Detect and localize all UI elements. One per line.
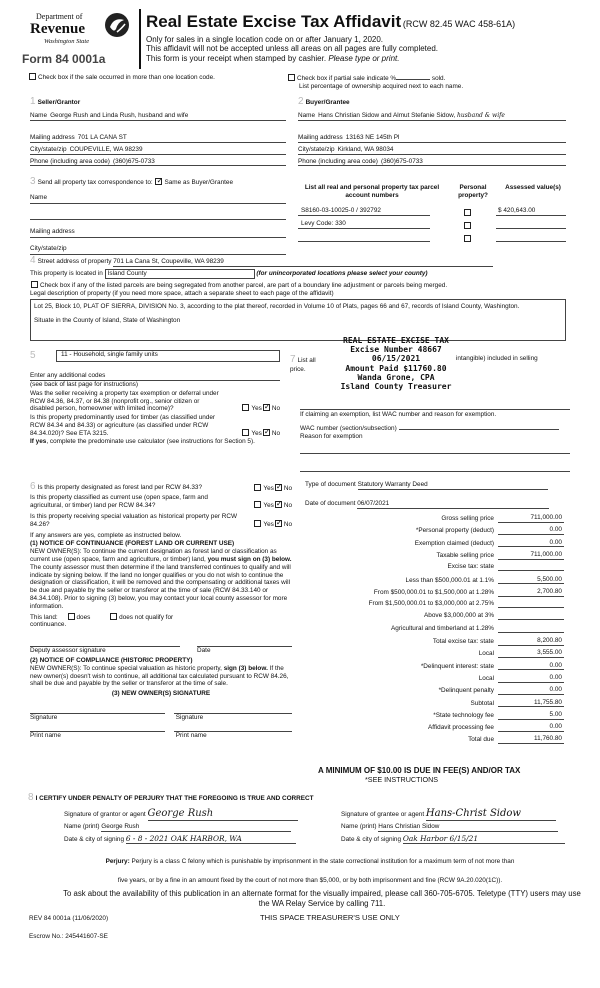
buyer-phone-field[interactable]: (360)675-0733 <box>380 157 423 165</box>
tax-row <box>336 551 564 560</box>
parcel-table <box>298 184 566 200</box>
stamp-line-1: REAL ESTATE EXCISE TAX <box>343 336 449 345</box>
legal-desc-text-1: Lot 25, Block 10, PLAT OF SIERRA, DIVISION No. 3, according to the plat thereof, recorded in Volume 10 of Plats, pages 66 and 67, records of Island County, Washington. <box>34 302 520 310</box>
n2-text-c: If the new owner(s) doesn't wish to continue, all additional tax calculated pursuant to RCW 84.26, shall be due and payable by the seller or transferor at the time of sale. <box>30 664 289 688</box>
assessed-value-field[interactable] <box>496 233 566 242</box>
parcel-row <box>298 220 566 229</box>
notice-compliance-title: (2) NOTICE OF COMPLIANCE (HISTORIC PROPERTY) <box>30 657 193 664</box>
tax-row-value[interactable]: 711,000.00 <box>498 514 564 523</box>
partial-sale-checkbox[interactable] <box>288 74 295 81</box>
multi-location-row <box>28 73 215 82</box>
form-number: Form 84 0001a <box>22 52 106 66</box>
stamp-line-3: 06/15/2021 <box>371 354 421 364</box>
assessed-value-field[interactable]: $ 420,643.00 <box>496 207 566 216</box>
notice-continuance-title: (1) NOTICE OF CONTINUANCE (FOREST LAND OR CURRENT USE) <box>30 540 235 548</box>
grantee-sig-label: Signature of grantee or agent <box>341 811 425 818</box>
located-label: This property is located in <box>30 270 103 278</box>
seller-city-field[interactable]: COUPEVILLE, WA 98239 <box>69 145 143 153</box>
sec6-q1-no-checkbox[interactable] <box>275 484 282 491</box>
tax-row-label: Above $3,000,000 at 3% <box>424 612 494 620</box>
header-block <box>146 12 586 64</box>
accessibility-note: To ask about the availability of this publication in an alternate format for the visually impaired, please call 360-705-6705. Teletype (TTY) users may use the WA Relay Service by calling 711. <box>63 889 581 908</box>
segregated-checkbox[interactable] <box>31 281 38 288</box>
doc-type-field[interactable]: Statutory Warranty Deed <box>358 481 548 490</box>
located-note: (for unincorporated locations please select your county) <box>256 270 428 278</box>
grantor-date-field[interactable]: 6 - 8 - 2021 OAK HARBOR, WA <box>126 834 296 844</box>
grantee-signature[interactable]: Hans-Christ Sidow <box>426 808 556 821</box>
perjury-line2: five years, or by a fine in an amount fixed by the court of not more than $5,000, or by both imprisonment and fine (RCW 9A.20.020(1C)). <box>117 877 503 884</box>
header-divider <box>139 9 141 69</box>
tax-row-value[interactable]: 0.00 <box>498 662 564 671</box>
n1-text-c: The county assessor must then determine if the land transferred continues to qualify and will indicate by signing below. If the land no longer qualifies or you do not wish to continue the designation or classification, it will be removed and the compensating or additional taxes will be due and payable by the seller or transferor at the time of sale (RCW 84.33.140 or 84.34.108). Prior to signing (3) below, you may contact your local county assessor for more information. <box>30 563 291 610</box>
grantee-date-label: Date & city of signing <box>341 836 402 843</box>
buyer-name-handwritten: husband & wife <box>456 112 505 120</box>
section-5 <box>30 350 280 446</box>
tax-row-value[interactable]: 711,000.00 <box>498 551 564 560</box>
tax-row <box>336 649 564 658</box>
parcel-number-field[interactable]: S8160-03-10025-0 / 392792 <box>298 207 430 216</box>
legal-desc-box[interactable] <box>30 299 566 341</box>
street-section <box>30 255 570 341</box>
grantee-print-label: Name (print) <box>341 823 377 830</box>
does-checkbox[interactable] <box>68 613 75 620</box>
tax-row <box>336 699 564 708</box>
tax-row <box>336 625 564 633</box>
exemption-label: If claiming an exemption, list WAC number and reason for exemption. <box>300 411 497 418</box>
tax-row <box>336 662 564 671</box>
new-owner-sig-title: (3) NEW OWNER(S) SIGNATURE <box>111 690 211 698</box>
grantor-print-label: Name (print) <box>64 823 100 830</box>
street-number: 4 <box>30 255 36 266</box>
cert-number: 8 <box>28 792 34 803</box>
tax-row-value[interactable]: 5.00 <box>498 711 564 720</box>
minimum-note: A MINIMUM OF $10.00 IS DUE IN FEE(S) AND/OR TAX <box>318 766 521 775</box>
multi-location-label: Check box if the sale occurred in more than one location code. <box>38 74 215 81</box>
does-not-checkbox[interactable] <box>110 613 117 620</box>
parcel-number-field[interactable]: Levy Code: 330 <box>298 220 430 229</box>
stamp-line-4: Amount Paid $11760.80 <box>345 363 447 373</box>
tax-row-label: *Personal property (deduct) <box>415 527 494 535</box>
tax-row-label: *Delinquent interest: state <box>420 662 494 670</box>
sec6-q2-yes-checkbox[interactable] <box>254 501 261 508</box>
sec5-q2-yes: Yes <box>251 429 262 437</box>
logo-dept-line2: Revenue <box>30 21 85 37</box>
additional-codes-label: Enter any additional codes <box>30 372 106 380</box>
sec6-q2-yes: Yes <box>263 502 274 509</box>
buyer-heading: Buyer/Grantee <box>305 99 350 106</box>
section-7-exemption <box>300 400 570 472</box>
tax-row-label: Local <box>478 650 494 658</box>
reason-field-2[interactable] <box>300 466 570 472</box>
parcel-header-assessed: Assessed value(s) <box>505 184 561 191</box>
stamp-line-5: Wanda Grone, CPA <box>357 372 435 382</box>
escrow-number: Escrow No.: 245441607-SE <box>29 933 108 940</box>
doc-type-label: Type of document <box>305 481 356 488</box>
tax-row-value[interactable]: 8,200.80 <box>498 637 564 646</box>
sec5-if-yes: If yes <box>30 437 47 445</box>
tax-row-value[interactable] <box>498 619 564 620</box>
tax-row <box>336 711 564 720</box>
tax-row <box>336 735 564 744</box>
treasurer-use: THIS SPACE TREASURER'S USE ONLY <box>260 913 400 922</box>
perjury-label: Perjury: <box>105 858 130 865</box>
personal-property-checkbox[interactable] <box>464 235 471 242</box>
sec6-q1-no: No <box>283 485 292 493</box>
corr-mail-label: Mailing address <box>30 228 75 236</box>
sec7-list-all: List all <box>297 357 316 364</box>
sec5-q1: Was the seller receiving a property tax exemption or deferral under RCW 84.36, 84.37, or 84.38 (nonprofit org., senior citizen or disabled person, homeowner with limited income)? <box>30 389 219 413</box>
wac-field[interactable] <box>399 424 559 430</box>
sec6-q1-yes: Yes <box>263 485 274 493</box>
additional-codes-note: (see back of last page for instructions) <box>30 381 138 388</box>
sec6-q3: Is this property receiving special valuation as historical property per RCW 84.26? <box>30 512 238 528</box>
owner-print-label-1: Print name <box>30 731 61 739</box>
sec6-q2-no-checkbox[interactable] <box>275 501 282 508</box>
parcel-header-accounts: List all real and personal property tax parcel account numbers <box>304 184 440 199</box>
parcel-row <box>298 233 566 242</box>
tax-row <box>336 563 564 571</box>
notice-continuance-text <box>30 548 292 611</box>
notice-compliance-text <box>30 665 292 688</box>
tax-row-label: Taxable selling price <box>436 551 494 559</box>
tax-row-label: Subtotal <box>470 699 494 707</box>
sec6-q1-yes-checkbox[interactable] <box>254 484 261 491</box>
dor-logo <box>10 10 132 52</box>
tax-row-value[interactable]: 5,500.00 <box>498 576 564 585</box>
subtitle-3-italic: Please type or print. <box>328 54 400 64</box>
grantor-sig-label: Signature of grantor or agent <box>64 811 146 818</box>
grantor-date-label: Date & city of signing <box>64 836 125 843</box>
subtitle-3: This form is your receipt when stamped by cashier. <box>146 54 327 64</box>
n2-text-b: sign (3) below. <box>223 664 268 672</box>
sec7-price: price. <box>290 366 306 374</box>
tax-row <box>336 526 564 535</box>
county-select[interactable]: Island County <box>105 269 255 279</box>
multi-location-checkbox[interactable] <box>29 73 36 80</box>
buyer-name-text: Hans Christian Sidow and Almut Stefanie Sidow, <box>318 112 456 120</box>
personal-property-checkbox[interactable] <box>464 222 471 229</box>
sec5-q2-no: No <box>271 429 280 437</box>
sec5-number: 5 <box>30 350 36 361</box>
tax-row-value[interactable]: 11,760.80 <box>498 735 564 744</box>
perjury-text: Perjury is a class C felony which is punishable by imprisonment in the state correctional institution for a maximum term of not more than <box>131 858 515 865</box>
buyer-name-field[interactable] <box>315 112 566 120</box>
tax-row-label: From $1,500,000.01 to $3,000,000 at 2.75% <box>368 600 494 608</box>
corr-name-line2[interactable] <box>30 214 286 220</box>
deputy-date-label: Date <box>197 647 211 655</box>
owner-sig-label-2: Signature <box>175 714 204 722</box>
tax-row-label: Less than $500,000.01 at 1.1% <box>405 576 494 584</box>
perjury-section <box>60 858 560 866</box>
seller-section <box>30 96 286 166</box>
corr-name-label: Name <box>30 194 48 202</box>
tax-row-value[interactable]: 2,700.80 <box>498 588 564 597</box>
sec6-q3-no: No <box>283 520 292 528</box>
tax-row-value[interactable] <box>498 570 564 571</box>
tax-row <box>336 723 564 732</box>
sec5-q1-yes: Yes <box>251 405 262 413</box>
this-land-label: This land: <box>30 613 58 621</box>
cert-heading: I CERTIFY UNDER PENALTY OF PERJURY THAT THE FOREGOING IS TRUE AND CORRECT <box>35 795 314 802</box>
sec6-q2-no: No <box>283 502 292 509</box>
assessed-value-field[interactable] <box>496 220 566 229</box>
buyer-section-number: 2 <box>298 96 304 107</box>
sec6-q3-no-checkbox[interactable] <box>275 520 282 527</box>
tax-row-label: *Delinquent penalty <box>438 687 494 695</box>
certification-section <box>28 792 576 852</box>
sec5-q1-no: No <box>271 405 280 413</box>
tax-row-value[interactable]: 0.00 <box>498 686 564 695</box>
tax-row-label: Gross selling price <box>441 515 494 522</box>
seller-name-field[interactable]: George Rush and Linda Rush, husband and wife <box>50 112 189 120</box>
sec5-if-yes-tail: , complete the predominate use calculator (see instructions for Section 5). <box>46 437 255 445</box>
tax-row <box>336 539 564 548</box>
treasurer-stamp <box>336 336 456 391</box>
tax-row-label: Total due <box>468 736 494 744</box>
grantee-print-field[interactable]: Hans Christian Sidow <box>378 823 558 832</box>
form-title: Real Estate Excise Tax Affidavit <box>146 12 402 31</box>
tax-row-label: Agricultural and timberland at 1.28% <box>390 624 494 632</box>
sec6-if-yes: If any answers are yes, complete as instructed below. <box>30 532 182 540</box>
seller-phone-label: Phone (including area code) <box>30 157 110 165</box>
seller-heading: Seller/Grantor <box>37 99 81 106</box>
parcel-number-field[interactable] <box>298 233 430 242</box>
tax-row-label: Exemption claimed (deduct) <box>414 539 494 547</box>
corr-mail-field[interactable] <box>75 228 286 237</box>
correspondence-section <box>30 176 286 255</box>
wa-swirl-icon <box>104 12 130 38</box>
does-not-label: does not qualify for <box>119 613 174 621</box>
sec7-intangible: intangible) included in selling <box>456 355 538 362</box>
owner-sig-label-1: Signature <box>30 714 58 722</box>
parcel-header-personal: Personal property? <box>458 184 488 199</box>
sec6-q2: Is this property classified as current use (open space, farm and agricultural, or timber) land per RCW 84.34? <box>30 494 208 509</box>
sec6-q3-yes: Yes <box>263 520 274 528</box>
n1-text-a: NEW OWNER(S): To continue the current designation as forest land or classification as current use (open space, farm and agriculture, or timber) land, <box>30 548 277 563</box>
correspondence-number: 3 <box>30 176 36 187</box>
tax-row-label: Excise tax: state <box>447 563 494 571</box>
section-6 <box>30 481 292 740</box>
tax-row-value[interactable]: 0.00 <box>498 526 564 535</box>
corr-city-field[interactable] <box>67 245 286 254</box>
correspondence-label: Send all property tax correspondence to: <box>37 179 153 186</box>
tax-row <box>336 686 564 695</box>
n2-text-a: NEW OWNER(S): To continue special valuation as historic property, <box>30 664 222 672</box>
parcel-row <box>298 207 566 216</box>
corr-city-label: City/state/zip <box>30 245 67 253</box>
buyer-mail-field[interactable]: 13163 NE 145th Pl <box>345 134 400 141</box>
same-as-buyer-checkbox[interactable] <box>155 178 162 185</box>
tax-row-value[interactable]: 3,555.00 <box>498 649 564 658</box>
segregated-label: Check box if any of the listed parcels are being segregated from another parcel, are part of a boundary line adjustment or parcels being merged. <box>40 282 448 289</box>
tax-row <box>336 514 564 523</box>
partial-sale-label: Check box if partial sale indicate % <box>297 75 397 82</box>
tax-row-label: Total excise tax: state <box>432 638 494 645</box>
buyer-city-field[interactable]: Kirkland, WA 98034 <box>337 145 394 153</box>
seller-section-number: 1 <box>30 96 36 107</box>
reason-label: Reason for exemption <box>300 432 363 440</box>
owner-print-label-2: Print name <box>175 731 207 739</box>
tax-row <box>336 637 564 646</box>
deputy-sig-label: Deputy assessor signature <box>30 647 106 655</box>
sec6-q1: Is this property designated as forest land per RCW 84.33? <box>37 484 203 491</box>
partial-list-note: List percentage of ownership acquired next to each name. <box>299 83 464 90</box>
sec6-number: 6 <box>30 481 36 492</box>
buyer-phone-label: Phone (including area code) <box>298 157 378 165</box>
sec5-q2: Is this property predominantly used for timber (as classified under RCW 84.34 and 84.33) or agriculture (as classified under RCW 84.34.020)? See ETA 3215. <box>30 414 216 437</box>
seller-city-label: City/state/zip <box>30 145 67 153</box>
seller-phone-field[interactable]: (360)675-0733 <box>112 157 155 165</box>
section-7-left <box>290 354 320 374</box>
sec5-q1-yes-checkbox[interactable] <box>242 404 249 411</box>
use-code-field[interactable]: 11 - Household, single family units <box>56 350 280 362</box>
logo-dept-line1: Department of <box>36 12 83 21</box>
sec7-number: 7 <box>290 354 296 365</box>
tax-row-value[interactable]: 0.00 <box>498 674 564 683</box>
buyer-mail-label: Mailing address <box>298 134 343 141</box>
subtitle-2: This affidavit will not be accepted unless all areas on all pages are fully completed. <box>146 44 439 54</box>
partial-percent-field[interactable] <box>396 73 430 80</box>
personal-property-checkbox[interactable] <box>464 209 471 216</box>
street-label: Street address of property <box>37 258 112 265</box>
tax-row-value[interactable]: 0.00 <box>498 723 564 732</box>
tax-row-label: Affidavit processing fee <box>428 724 494 732</box>
corr-name-field[interactable] <box>47 194 286 203</box>
title-ref: (RCW 82.45 WAC 458-61A) <box>402 19 516 29</box>
buyer-section <box>298 96 566 166</box>
tax-row <box>336 588 564 597</box>
legal-desc-text-2: Situate in the County of Island, State of Washington <box>34 317 181 325</box>
document-section <box>305 481 565 509</box>
wac-label: WAC number (section/subsection) <box>300 424 397 432</box>
street-address-field[interactable]: 701 La Cana St, Coupeville, WA 98239 <box>113 258 493 267</box>
form-revision: REV 84 0001a (11/06/2020) <box>29 915 109 922</box>
seller-name-label: Name <box>30 112 48 120</box>
buyer-name-label: Name <box>298 112 316 120</box>
doc-date-label: Date of document <box>305 499 356 507</box>
stamp-line-6: Island County Treasurer <box>340 381 452 391</box>
continuance-label: continuance. <box>30 621 67 629</box>
n1-text-b: you must sign on (3) below. <box>207 555 292 563</box>
grantor-print-field[interactable]: George Rush <box>101 823 291 832</box>
tax-row-label: From $500,000.01 to $1,500,000 at 1.28% <box>373 588 494 596</box>
same-as-buyer-label: Same as Buyer/Grantee <box>164 179 234 186</box>
sec6-q3-yes-checkbox[interactable] <box>254 520 261 527</box>
partial-sale-tail: sold. <box>431 75 446 82</box>
sec5-q2-no-checkbox[interactable] <box>263 429 270 436</box>
subtitle-1: Only for sales in a single location code on or after January 1, 2020. <box>146 34 384 44</box>
doc-date-field[interactable]: 06/07/2021 <box>357 500 549 509</box>
logo-dept-line3: Washington State <box>44 38 90 45</box>
see-instructions: *SEE INSTRUCTIONS <box>365 775 439 784</box>
sec5-q1-no-checkbox[interactable] <box>263 404 270 411</box>
tax-row <box>336 600 564 608</box>
legal-desc-label: Legal description of property (if you need more space, attach a separate sheet to each page of the affidavit) <box>30 289 334 297</box>
tax-row-value[interactable]: 0.00 <box>498 539 564 548</box>
tax-row-label: Local <box>478 674 494 682</box>
tax-row <box>336 674 564 683</box>
seller-mail-field[interactable]: 701 LA CANA ST <box>77 134 127 141</box>
sec5-q2-yes-checkbox[interactable] <box>242 429 249 436</box>
tax-row-value[interactable]: 11,755.80 <box>498 699 564 708</box>
tax-row <box>336 612 564 620</box>
seller-mail-label: Mailing address <box>30 134 75 141</box>
grantee-date-field[interactable]: Oak Harbor 6/15/21 <box>403 834 565 844</box>
stamp-line-2: Excise Number 48667 <box>350 345 442 355</box>
buyer-city-label: City/state/zip <box>298 145 335 153</box>
tax-row-value[interactable] <box>498 632 564 633</box>
does-label: does <box>76 613 91 621</box>
tax-row <box>336 576 564 585</box>
reason-field[interactable] <box>300 448 570 454</box>
tax-row-value[interactable] <box>498 607 564 608</box>
tax-row-label: *State technology fee <box>433 711 494 719</box>
partial-sale-row <box>287 73 445 83</box>
grantor-signature[interactable]: George Rush <box>148 808 298 821</box>
